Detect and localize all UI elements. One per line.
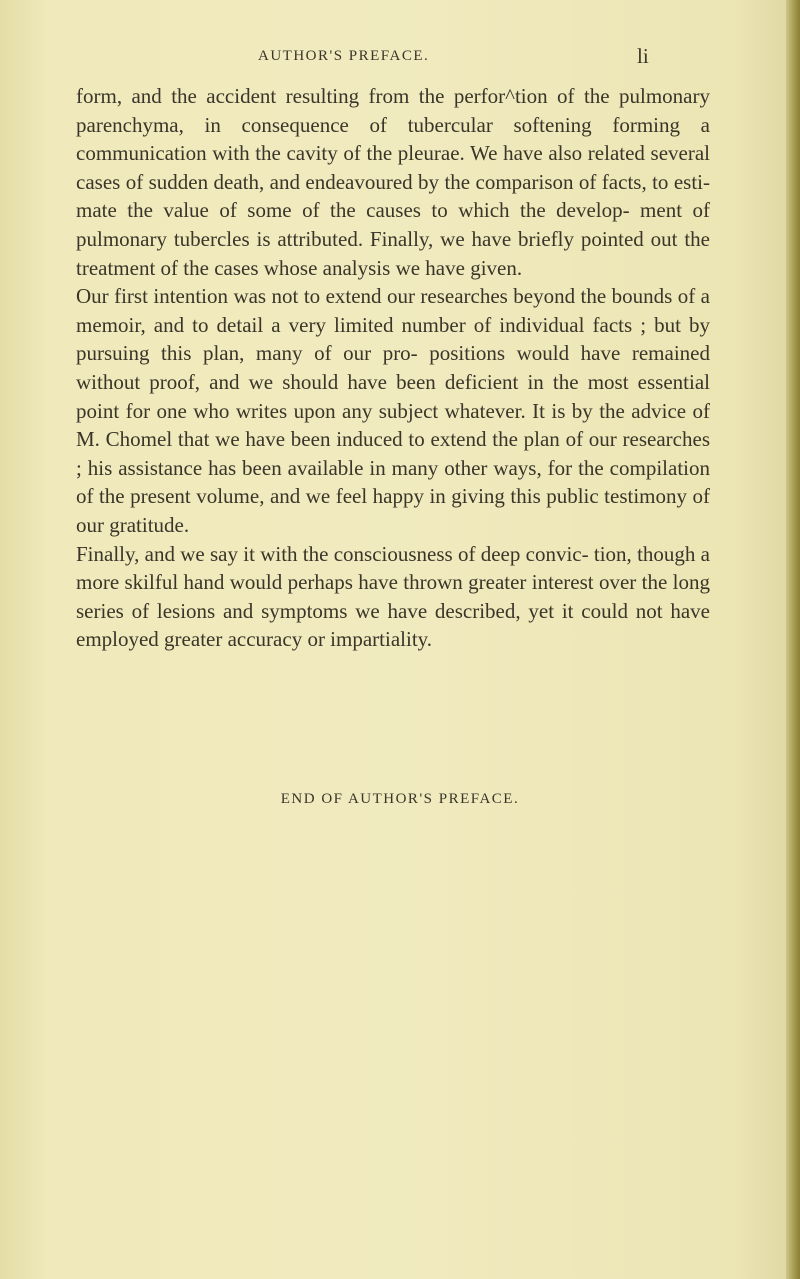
page-number: li: [637, 44, 649, 68]
paragraph-3: Finally, and we say it with the consciousness of deep convic- tion, though a more skilful hand would perhaps have thrown greater interest over the long series of lesions and symptoms we have described, yet it could not have employed greater accuracy or impartiality.: [76, 541, 710, 652]
closing-line: END OF AUTHOR'S PREFACE.: [280, 791, 520, 807]
paragraph-2: Our first intention was not to extend our researches beyond the bounds of a memoir, and to detail a very limited number of individual facts ; but by pursuing this plan, many of our pro- positions would have remained without proof, and we should have been deficient in the most essential point for one who writes upon any subject whatever. It is by the advice of M. Chomel that we have been induced to extend the plan of our researches ; his assistance has been available in many other ways, for the compilation of the present volume, and we feel happy in giving this public testimony of our gratitude.: [76, 284, 710, 537]
paragraph-1: form, and the accident resulting from the perfor^tion of the pulmonary parenchyma, in consequence of tubercular softening forming a communication with the cavity of the pleurae. We have also related several cases of sudden death, and endeavoured by the comparison of facts, to esti- mate the value of some of the causes to which the develop- ment of pulmonary tubercles is attributed. Finally, we have briefly pointed out the treatment of the cases whose analysis we have given.: [76, 84, 710, 280]
page-header: [0, 44, 800, 74]
preface-body: [76, 82, 710, 654]
running-head: AUTHOR'S PREFACE.: [258, 48, 430, 64]
book-spine-edge: [786, 0, 800, 1279]
